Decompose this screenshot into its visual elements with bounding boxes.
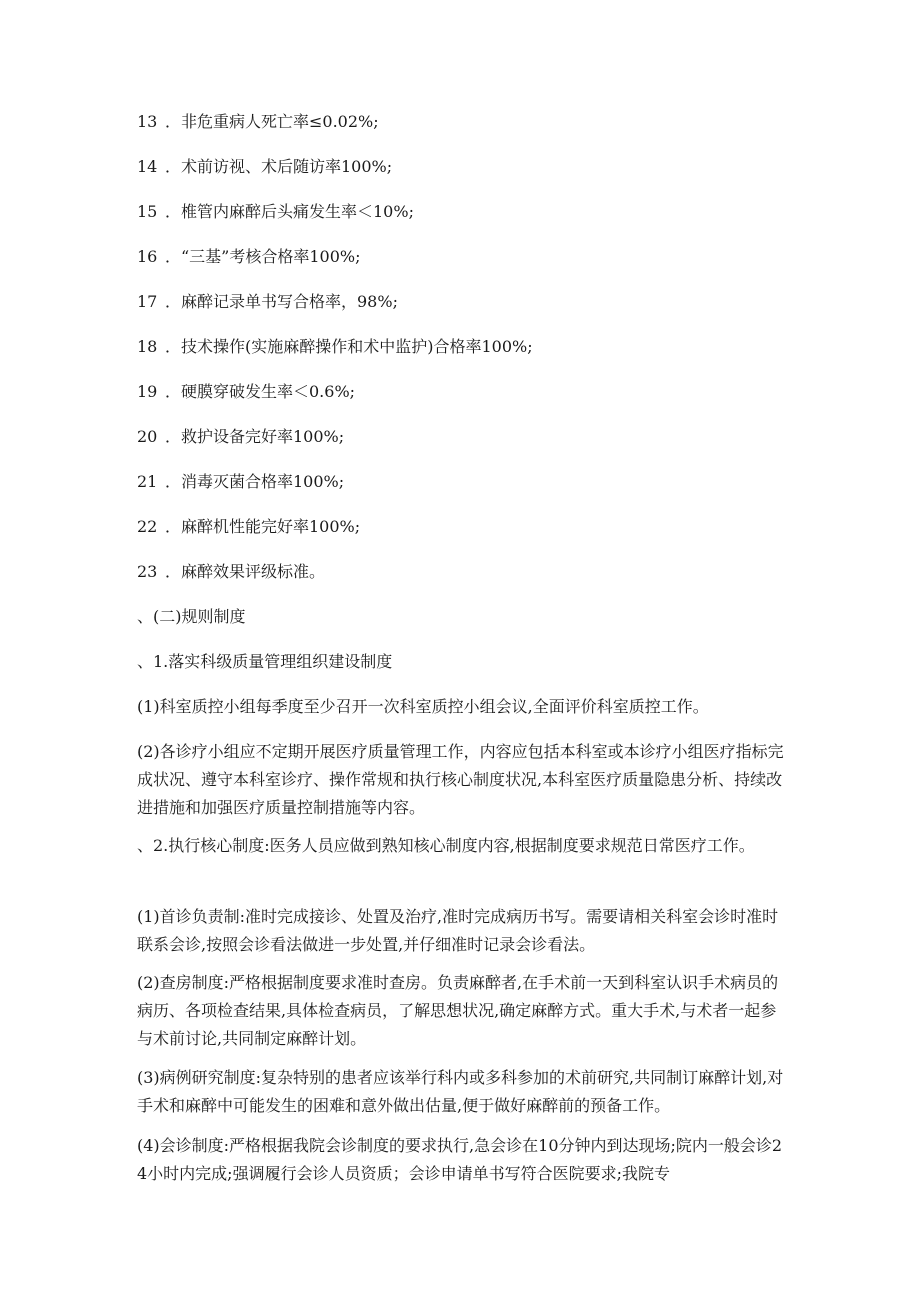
indicator-number: 17	[137, 292, 158, 311]
indicator-text: ．术前访视、术后随访率100%;	[165, 157, 393, 176]
indicator-item-14	[137, 157, 392, 177]
indicator-text: ．麻醉记录单书写合格率，98%;	[165, 292, 398, 311]
indicator-number: 15	[137, 202, 158, 221]
indicator-number: 23	[137, 562, 158, 581]
paragraph-6: (4)会诊制度:严格根据我院会诊制度的要求执行,急会诊在10分钟内到达现场;院内一般会诊24小时内完成;强调履行会诊人员资质；会诊申请单书写符合医院要求;我院专	[137, 1136, 783, 1183]
indicator-text: ．技术操作(实施麻醉操作和术中监护)合格率100%;	[165, 337, 533, 356]
indicator-number: 13	[137, 112, 158, 131]
section-heading-rules: 、(二)规则制度	[137, 607, 246, 626]
indicator-text: ．消毒灭菌合格率100%;	[165, 472, 345, 491]
indicator-item-20	[137, 427, 344, 447]
subsection-heading-2: 、2.执行核心制度:医务人员应做到熟知核心制度内容,根据制度要求规范日常医疗工作。	[137, 836, 755, 855]
indicator-number: 22	[137, 517, 158, 536]
indicator-item-16	[137, 247, 361, 267]
indicator-text: ．麻醉效果评级标准。	[165, 562, 326, 581]
indicator-number: 16	[137, 247, 158, 266]
indicator-item-19	[137, 382, 355, 402]
indicator-text: ．麻醉机性能完好率100%;	[165, 517, 361, 536]
indicator-number: 21	[137, 472, 158, 491]
paragraph-5: (3)病例研究制度:复杂特别的患者应该举行科内或多科参加的术前研究,共同制订麻醉计划,对手术和麻醉中可能发生的困难和意外做出估量,便于做好麻醉前的预备工作。	[137, 1068, 784, 1115]
indicator-text: ．硬膜穿破发生率＜0.6%;	[165, 382, 356, 401]
indicator-text: ．救护设备完好率100%;	[165, 427, 345, 446]
indicator-item-21	[137, 472, 344, 492]
paragraph-4: (2)查房制度:严格根据制度要求准时查房。负责麻醉者,在手术前一天到科室认识手术病员的病历、各项检查结果,具体检查病员，了解思想状况,确定麻醉方式。重大手术,与术者一起参与术前讨论,共同制定麻醉计划。	[137, 973, 779, 1048]
indicator-item-15	[137, 202, 414, 222]
indicator-number: 20	[137, 427, 158, 446]
paragraph-1: (1)科室质控小组每季度至少召开一次科室质控小组会议,全面评价科室质控工作。	[137, 697, 709, 716]
indicator-number: 14	[137, 157, 158, 176]
indicator-item-17	[137, 292, 398, 312]
indicator-text: ．“三基”考核合格率100%;	[165, 247, 361, 266]
paragraph-3: (1)首诊负责制:准时完成接诊、处置及治疗,准时完成病历书写。需要请相关科室会诊时准时联系会诊,按照会诊看法做进一步处置,并仔细准时记录会诊看法。	[137, 907, 779, 954]
indicator-item-13	[137, 112, 379, 132]
indicator-text: ．椎管内麻醉后头痛发生率＜10%;	[165, 202, 414, 221]
indicator-number: 18	[137, 337, 158, 356]
indicator-text: ．非危重病人死亡率≤0.02%;	[165, 112, 379, 131]
indicator-item-18	[137, 337, 533, 357]
subsection-heading-1: 、1.落实科级质量管理组织建设制度	[137, 652, 393, 671]
indicator-number: 19	[137, 382, 158, 401]
paragraph-2: (2)各诊疗小组应不定期开展医疗质量管理工作，内容应包括本科室或本诊疗小组医疗指标完成状况、遵守本科室诊疗、操作常规和执行核心制度状况,本科室医疗质量隐患分析、持续改进措施和加强医疗质量控制措施等内容。	[137, 742, 784, 817]
indicator-item-22	[137, 517, 360, 537]
indicator-item-23	[137, 562, 325, 582]
